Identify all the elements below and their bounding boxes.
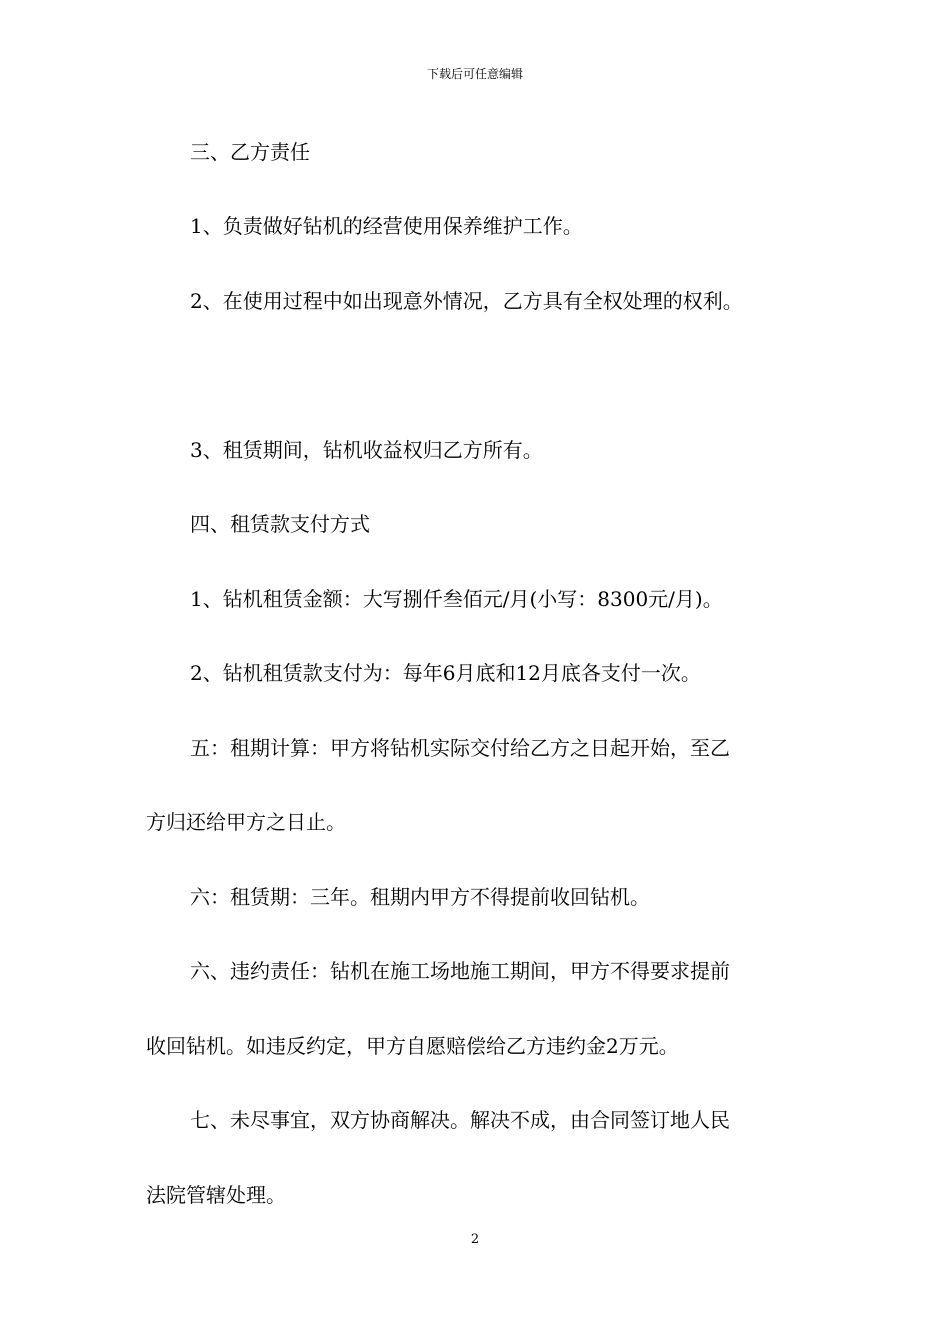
clause-term-calc-line-2: 方归还给甲方之日止。 bbox=[146, 810, 346, 834]
page-header: 下载后可任意编辑 bbox=[426, 67, 523, 81]
section-heading-party-b-duties: 三、乙方责任 bbox=[190, 140, 310, 164]
clause-term-calc-line-1: 五：租期计算：甲方将钻机实际交付给乙方之日起开始，至乙 bbox=[190, 736, 730, 760]
page-number: 2 bbox=[470, 1232, 480, 1247]
clause-payment-2: 2、钻机租赁款支付为：每年6月底和12月底各支付一次。 bbox=[190, 661, 701, 685]
clause-lease-period: 六：租赁期：三年。租期内甲方不得提前收回钻机。 bbox=[190, 885, 650, 909]
clause-party-b-1: 1、负责做好钻机的经营使用保养维护工作。 bbox=[190, 214, 583, 238]
clause-disputes-line-2: 法院管辖处理。 bbox=[146, 1183, 286, 1207]
clause-liability-line-1: 六、违约责任：钻机在施工场地施工期间，甲方不得要求提前 bbox=[190, 959, 730, 983]
clause-liability-line-2: 收回钻机。如违反约定，甲方自愿赔偿给乙方违约金2万元。 bbox=[146, 1034, 679, 1058]
clause-payment-1: 1、钻机租赁金额：大写捌仟叁佰元/月(小写：8300元/月)。 bbox=[190, 587, 723, 611]
clause-disputes-line-1: 七、未尽事宜，双方协商解决。解决不成，由合同签订地人民 bbox=[190, 1108, 730, 1132]
clause-party-b-2: 2、在使用过程中如出现意外情况，乙方具有全权处理的权利。 bbox=[190, 289, 743, 313]
section-heading-payment: 四、租赁款支付方式 bbox=[190, 512, 370, 536]
clause-party-b-3: 3、租赁期间，钻机收益权归乙方所有。 bbox=[190, 438, 543, 462]
